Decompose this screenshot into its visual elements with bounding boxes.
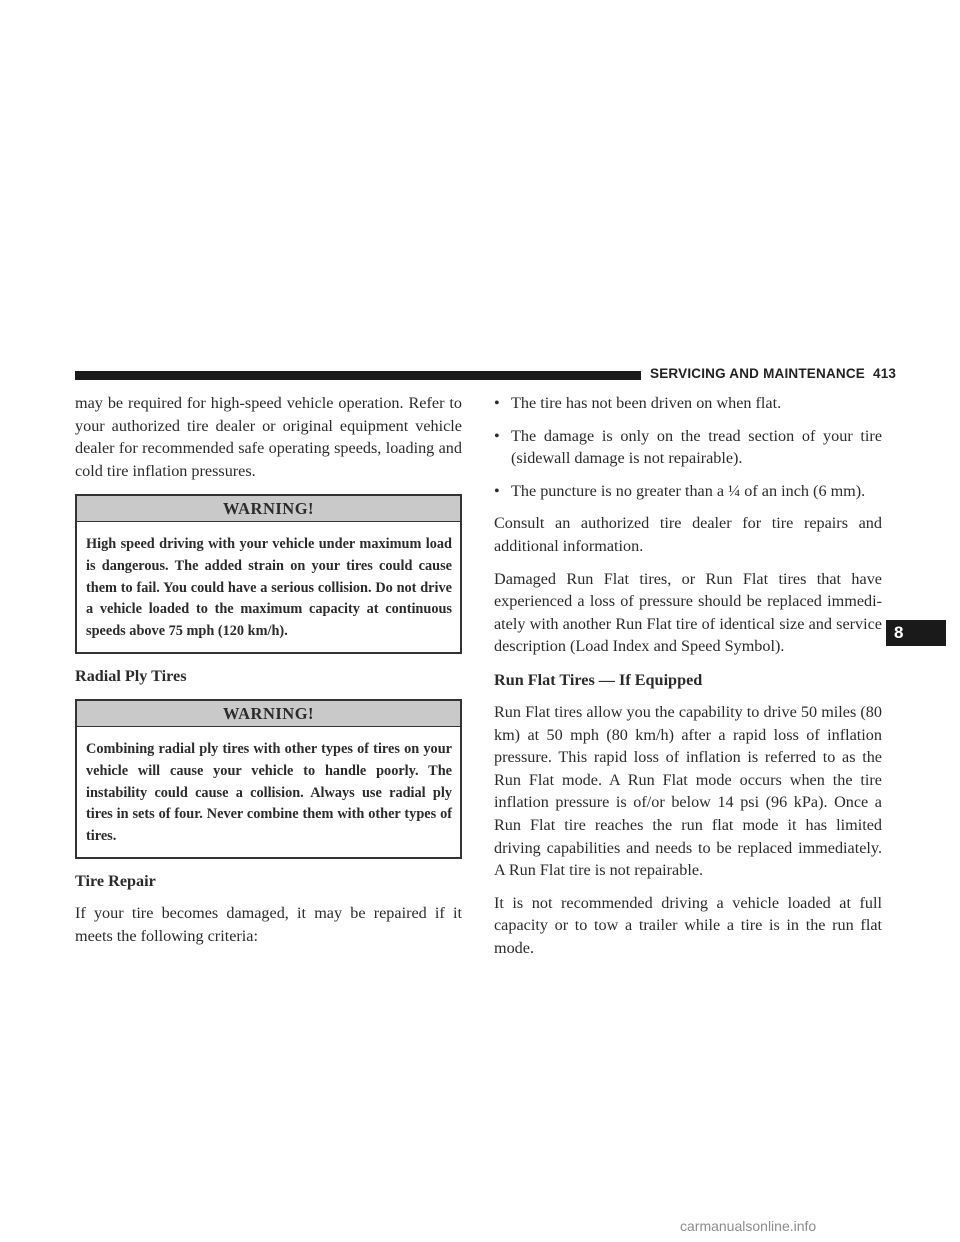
section-title: SERVICING AND MAINTENANCE [650,366,866,381]
bullet-icon: • [494,481,500,500]
bullet-icon: • [494,394,500,412]
warning-title: WARNING! [77,496,460,522]
not-recommended-paragraph: It is not recommended driving a vehicle loaded at full capacity or to tow a trailer while a tire is in the run flat mode. [494,893,882,957]
warning-body: High speed driving with your vehicle under maximum load is dangerous. The added strain on your tires could cause them to fail. You could have a serious collision. Do not drive a vehicle loaded to the maximum capacity at continuous speeds above 75 mph (120 km/h). [86,536,452,639]
header-rule [75,371,641,380]
left-column [75,392,462,948]
warning-title: WARNING! [77,701,460,727]
page-number: 413 [873,366,897,381]
warning-box-radial-ply [75,699,462,859]
list-item: • The puncture is no greater than a ¼ of an inch (6 mm). [494,480,882,503]
right-column [494,392,882,959]
repair-paragraph: If your tire becomes damaged, it may be repaired if it meets the following criteria: [75,904,462,945]
repair-criteria-list [494,392,882,502]
list-item: • The damage is only on the tread section of your tire (sidewall damage is not repairable). [494,426,882,468]
list-item: • The tire has not been driven on when flat. [494,392,882,415]
heading-tire-repair: Tire Repair [75,872,156,891]
watermark-text: carmanualsonline.info [680,1218,817,1234]
run-flat-paragraph: Run Flat tires allow you the capability to drive 50 miles (80 km) at 50 mph (80 km/h) after a rapid loss of inflation pressure. This rapid loss of inflation is referred to as the Run Flat mode. A Run Flat mode occurs when the tire inflation pressure is of/or below 14 psi (96 kPa). Once a Run Flat tire reaches the run flat mode it has limited driving capabilities and needs to be replaced immediately. A Run Flat tire is not repairable. [494,702,882,880]
bullet-icon: • [494,426,500,445]
heading-run-flat-tires: Run Flat Tires — If Equipped [494,670,703,689]
running-header [650,366,896,381]
chapter-tab: 8 [886,620,946,646]
damaged-run-flat-paragraph: Damaged Run Flat tires, or Run Flat tires that have experienced a loss of pressure should be replaced immedi-ately with another Run Flat tire of identical size and service description (Load Index and Speed Symbol). [494,569,882,656]
warning-body: Combining radial ply tires with other types of tires on your vehicle will cause your vehicle to handle poorly. The instability could cause a collision. Always use radial ply tires in sets of four. Never combine them with other types of tires. [86,741,452,844]
intro-paragraph: may be required for high-speed vehicle operation. Refer to your authorized tire dealer or original equipment vehicle dealer for recommended safe operating speeds, loading and cold tire inflation pressures. [75,394,462,480]
heading-radial-ply-tires: Radial Ply Tires [75,667,187,686]
warning-box-high-speed [75,494,462,654]
consult-paragraph: Consult an authorized tire dealer for tire repairs and additional information. [494,514,882,555]
